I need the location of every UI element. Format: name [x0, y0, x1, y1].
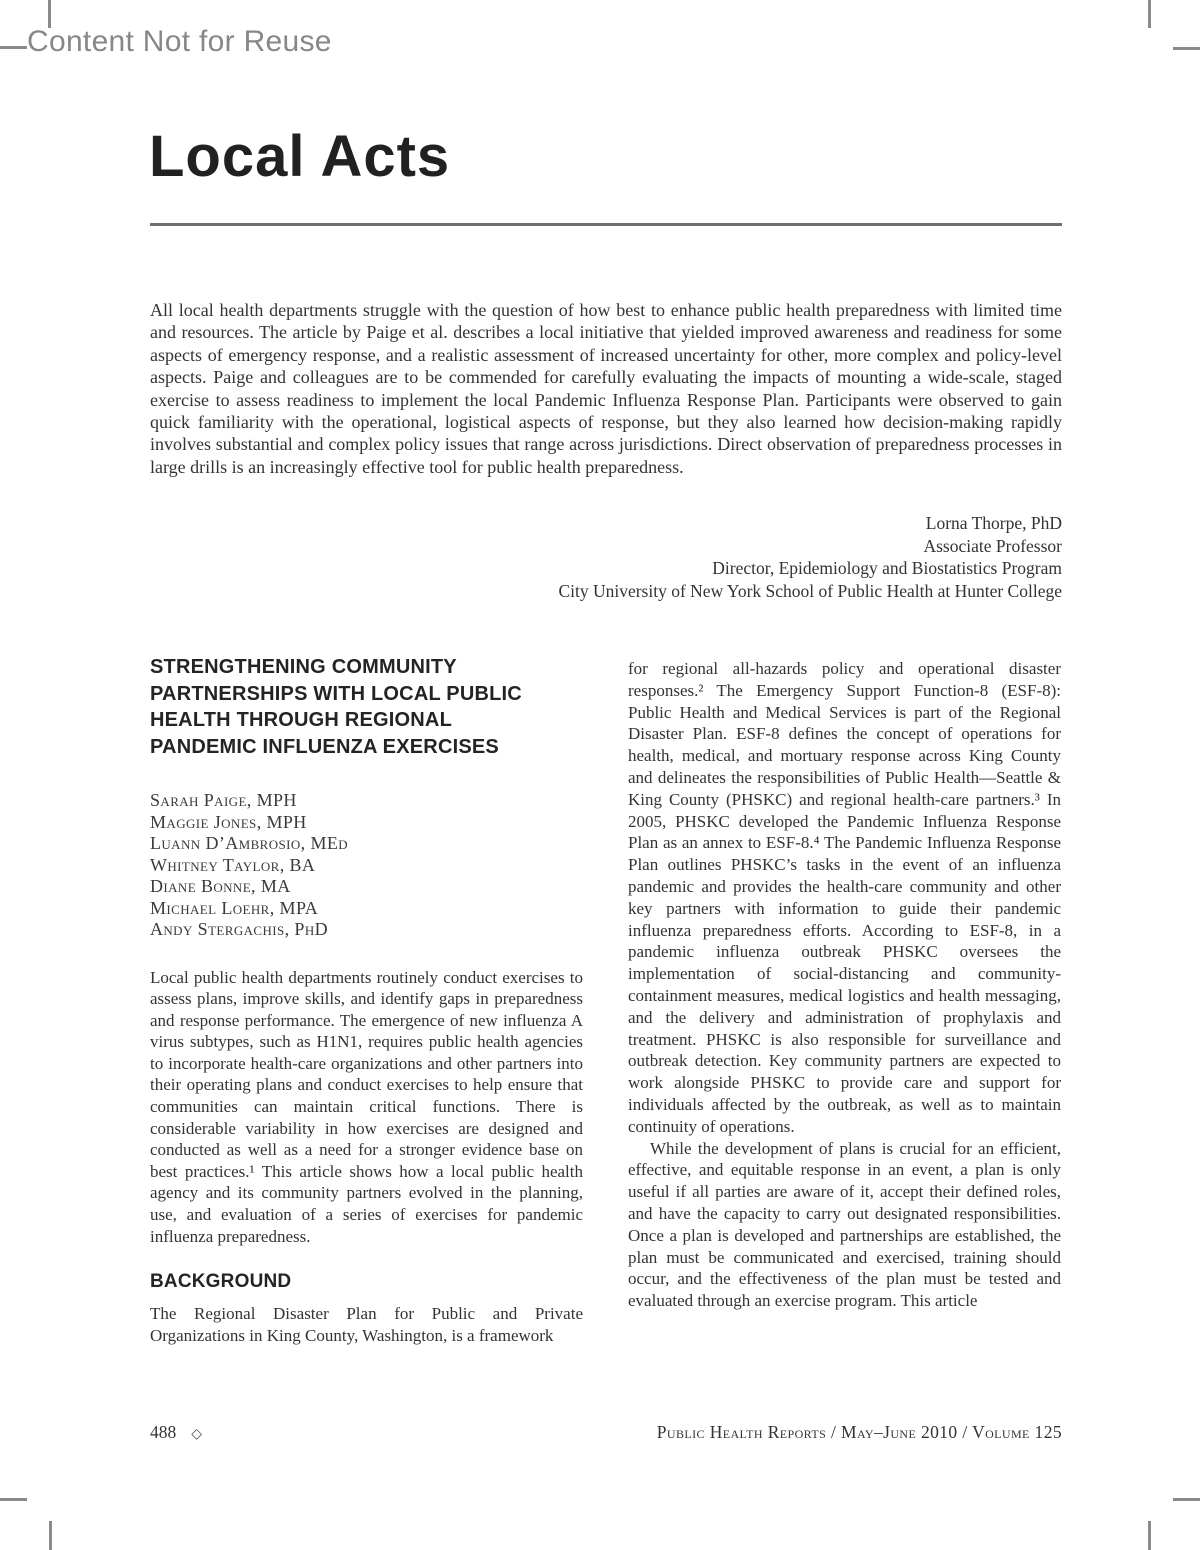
editorial-intro-paragraph: All local health departments struggle with the question of how best to enhance public health preparedness with limited time and resources. The article by Paige et al. describes a local initiative that yielded improved awareness and readiness for some aspects of emergency response, and a realistic assessment of increased uncertainty for other, more complex and policy-level aspects. Paige and colleagues are to be commended for carefully evaluating the impacts of mounting a wide-scale, staged exercise to assess readiness to implement the local Pandemic Influenza Response Plan. Participants were observed to gain quick familiarity with the operational, logistical aspects of response, but they also learned how decision-making rapidly involves substantial and complex policy issues that range across jurisdictions. Direct observation of preparedness processes in large drills is an increasingly effective tool for public health preparedness. [150, 300, 1062, 477]
crop-mark-bottom-right-horizontal [1173, 1498, 1200, 1501]
footer-left [150, 1422, 202, 1443]
background-section-heading: BACKGROUND [150, 1271, 292, 1293]
title-rule-divider [150, 223, 1062, 226]
signature-position: Director, Epidemiology and Biostatistics Program [712, 558, 1062, 579]
crop-mark-top-right-horizontal [1173, 47, 1200, 50]
author-name: Sarah Paige, MPH [150, 790, 297, 810]
page-title: Local Acts [149, 124, 451, 189]
article-title [150, 654, 583, 760]
crop-mark-top-left-horizontal [0, 46, 27, 49]
right-column [628, 648, 1061, 1346]
signature-role: Associate Professor [923, 535, 1062, 556]
crop-mark-top-left-vertical [48, 0, 51, 28]
editorial-signature-block [150, 512, 1062, 602]
body-paragraph: for regional all-hazards policy and operational disaster responses.² The Emergency Support Function-8 (ESF-8): Public Health and Medical Services is part of the Regional Disaster Plan. ESF-8 defines the concept of operations for health, medical, and mortuary response across King County and delineates the responsibilities of Public Health—Seattle & King County (PHSKC) and regional health-care partners.³ In 2005, PHSKC developed the Pandemic Influenza Response Plan as an annex to ESF-8.⁴ The Pandemic Influenza Response Plan outlines PHSKC’s tasks in the event of an influenza pandemic and provides the health-care community and other key partners with information to guide their pandemic influenza preparedness efforts. According to ESF-8, in a pandemic influenza outbreak PHSKC oversees the implementation of social-distancing and community-containment measures, medical logistics and health messaging, and the delivery and administration of prophylaxis and treatment. PHSKC is also responsible for surveillance and outbreak detection. Key community partners are expected to work alongside PHSKC to provide care and support for individuals affected by the outbreak, as well as to maintain continuity of operations. [628, 659, 1061, 1136]
body-paragraph: While the development of plans is crucial for an efficient, effective, and equitable response in an event, a plan is only useful if all parties are aware of it, accept their defined roles, and have the capacity to carry out designated responsibilities. Once a plan is developed and partnerships are established, the plan must be communicated and exercised, training should occur, and the effectiveness of the plan must be tested and evaluated through an exercise program. This article [628, 1138, 1061, 1311]
crop-mark-bottom-right-vertical [1148, 1521, 1151, 1550]
article-columns [150, 648, 1062, 1346]
author-name: Andy Stergachis, PhD [150, 919, 329, 939]
diamond-icon: ◇ [191, 1427, 203, 1442]
left-column [150, 648, 583, 1346]
signature-affiliation: City University of New York School of Public Health at Hunter College [558, 580, 1062, 601]
author-name: Maggie Jones, MPH [150, 811, 307, 832]
author-name: Diane Bonne, MA [150, 876, 291, 896]
page-footer [150, 1422, 1062, 1443]
author-name: Michael Loehr, MPA [150, 897, 319, 918]
crop-mark-top-right-vertical [1148, 0, 1151, 28]
page-number: 488 [150, 1422, 177, 1442]
article-title-line: STRENGTHENING COMMUNITY [150, 656, 457, 678]
article-title-line: PARTNERSHIPS WITH LOCAL PUBLIC [150, 682, 522, 705]
signature-name: Lorna Thorpe, PhD [925, 513, 1062, 533]
author-list [150, 790, 583, 941]
crop-mark-bottom-left-vertical [49, 1521, 52, 1550]
author-name: Whitney Taylor, BA [150, 854, 316, 875]
crop-mark-bottom-left-horizontal [0, 1498, 27, 1501]
article-title-line: HEALTH THROUGH REGIONAL [150, 709, 452, 731]
article-title-line: PANDEMIC INFLUENZA EXERCISES [150, 735, 499, 758]
article-abstract: Local public health departments routinely conduct exercises to assess plans, improve skills, and identify gaps in preparedness and response performance. The emergence of new influenza A virus subtypes, such as H1N1, requires public health agencies to incorporate health-care organizations and other partners into their operating plans and conduct exercises to help ensure that communities can maintain critical functions. There is considerable variability in how exercises are designed and conducted as well as a need for a stronger evidence base on best practices.¹ This article shows how a local public health agency and its community partners evolved in the planning, use, and evaluation of a series of exercises for pandemic influenza preparedness. [150, 967, 583, 1246]
journal-citation: Public Health Reports / May–June 2010 / Volume 125 [656, 1422, 1062, 1442]
content-not-for-reuse-watermark: Content Not for Reuse [27, 25, 332, 58]
background-paragraph: The Regional Disaster Plan for Public and Private Organizations in King County, Washington, is a framework [150, 1304, 583, 1345]
author-name: Luann D’Ambrosio, MEd [150, 833, 349, 853]
